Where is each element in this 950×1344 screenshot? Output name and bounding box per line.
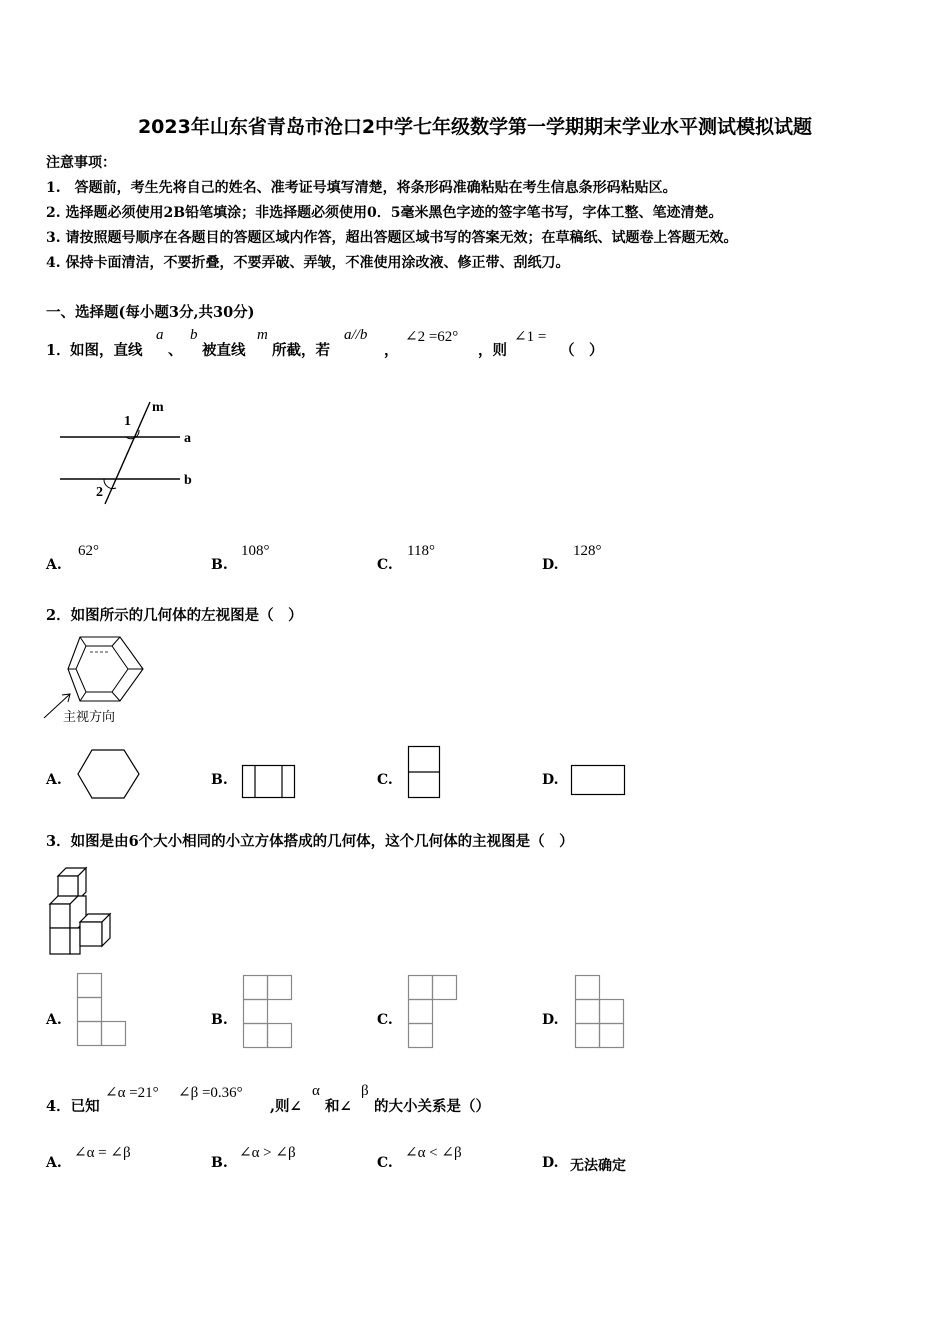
notes-heading: 注意事项： [46,155,116,171]
q3-option-c-shape [407,974,461,1050]
q2-option-b-shape [241,764,297,800]
q1-paren: （ ） [560,342,604,359]
prism-front-face [76,646,128,692]
q4-alpha-def: ∠α =21° [105,1085,159,1101]
q3-option-a-shape [76,972,130,1048]
q3-option-a-letter[interactable]: A. [46,1012,62,1028]
q2-option-d-letter[interactable]: D. [542,772,559,788]
q4-text-2: ,则∠ [270,1098,302,1115]
note-item-4: 4. 保持卡面清洁，不要折叠，不要弄破、弄皱，不准使用涂改液、修正带、刮纸刀。 [46,255,570,271]
q4-option-a-letter[interactable]: A. [46,1155,62,1171]
q4-option-b-letter[interactable]: B. [211,1155,228,1171]
q1-figure [40,392,270,512]
q2-option-c-letter[interactable]: C. [377,772,393,788]
q2-option-b-letter[interactable]: B. [211,772,228,788]
q2-option-a-letter[interactable]: A. [46,772,62,788]
q1-text-3: 所截，若 [272,342,330,359]
q2-option-a-shape [76,748,142,802]
q1-option-b-value: 108° [241,543,270,559]
q1-cond-angle2: ∠2 =62° [405,329,459,345]
q2-option-c-shape [407,745,443,801]
q1-option-d-value: 128° [573,543,602,559]
q4-beta-def: ∠β =0.36° [178,1085,243,1101]
q3-text: 3．如图是由6个大小相同的小立方体搭成的几何体，这个几何体的主视图是（ ） [46,833,574,850]
q4-text-3: 的大小关系是（） [374,1098,490,1115]
q3-option-c-letter[interactable]: C. [377,1012,393,1028]
q3-option-d-letter[interactable]: D. [542,1012,559,1028]
q4-beta: β [361,1083,369,1099]
q1-option-b-letter[interactable]: B. [211,557,228,573]
q1-cond-parallel: a//b [344,327,368,343]
note-item-3: 3. 请按照题号顺序在各题目的答题区域内作答，超出答题区域书写的答案无效；在草稿纸、试题卷上答题无效。 [46,230,738,246]
q1-option-a-letter[interactable]: A. [46,557,62,573]
q4-option-d-value: 无法确定 [570,1158,626,1174]
label-m: m [152,400,164,415]
q1-text-4: ，则 [478,342,507,359]
q4-option-a-value: ∠α = ∠β [74,1145,131,1161]
q2-text: 2．如图所示的几何体的左视图是（ ） [46,607,303,624]
q1-option-c-value: 118° [407,543,435,559]
q3-figure [46,864,116,959]
q1-number: 1． [46,342,71,359]
q2-fig-caption: 主视方向 [63,710,116,725]
note-item-1: 1. 答题前，考生先将自己的姓名、准考证号填写清楚，将条形码准确粘贴在考生信息条形码粘贴区。 [46,180,677,196]
q3-option-b-shape [242,974,296,1050]
q4-number: 4．已知 [46,1098,100,1115]
q1-sep: 、 [168,342,183,359]
q1-var-b: b [190,327,198,343]
q1-comma: ， [384,342,399,359]
q4-alpha: α [312,1083,320,1099]
q1-option-d-letter[interactable]: D. [542,557,559,573]
q4-option-c-value: ∠α < ∠β [405,1145,462,1161]
section-heading: 一、选择题(每小题3分,共30分) [46,304,255,321]
label-1: 1 [124,414,131,429]
label-a: a [184,431,191,446]
label-b: b [184,473,192,488]
q1-var-m: m [257,327,268,343]
label-2: 2 [96,485,103,500]
q1-text-1: 如图，直线 [70,342,143,359]
q2-option-d-shape [570,764,628,798]
q4-option-b-value: ∠α > ∠β [239,1145,296,1161]
q4-option-d-letter[interactable]: D. [542,1155,559,1171]
note-item-2: 2. 选择题必须使用2B铅笔填涂；非选择题必须使用0．5毫米黑色字迹的签字笔书写，字体工整、笔迹清楚。 [46,205,723,221]
q1-option-c-letter[interactable]: C. [377,557,393,573]
q3-option-d-shape [574,974,628,1050]
q1-var-a: a [156,327,164,343]
q1-text-2: 被直线 [202,342,246,359]
q4-option-c-letter[interactable]: C. [377,1155,393,1171]
q4-and: 和∠ [325,1098,352,1115]
q1-ask-angle1: ∠1 = [514,329,547,345]
q1-option-a-value: 62° [78,543,99,559]
q3-option-b-letter[interactable]: B. [211,1012,228,1028]
page-title: 2023年山东省青岛市沧口2中学七年级数学第一学期期末学业水平测试模拟试题 [137,116,813,138]
